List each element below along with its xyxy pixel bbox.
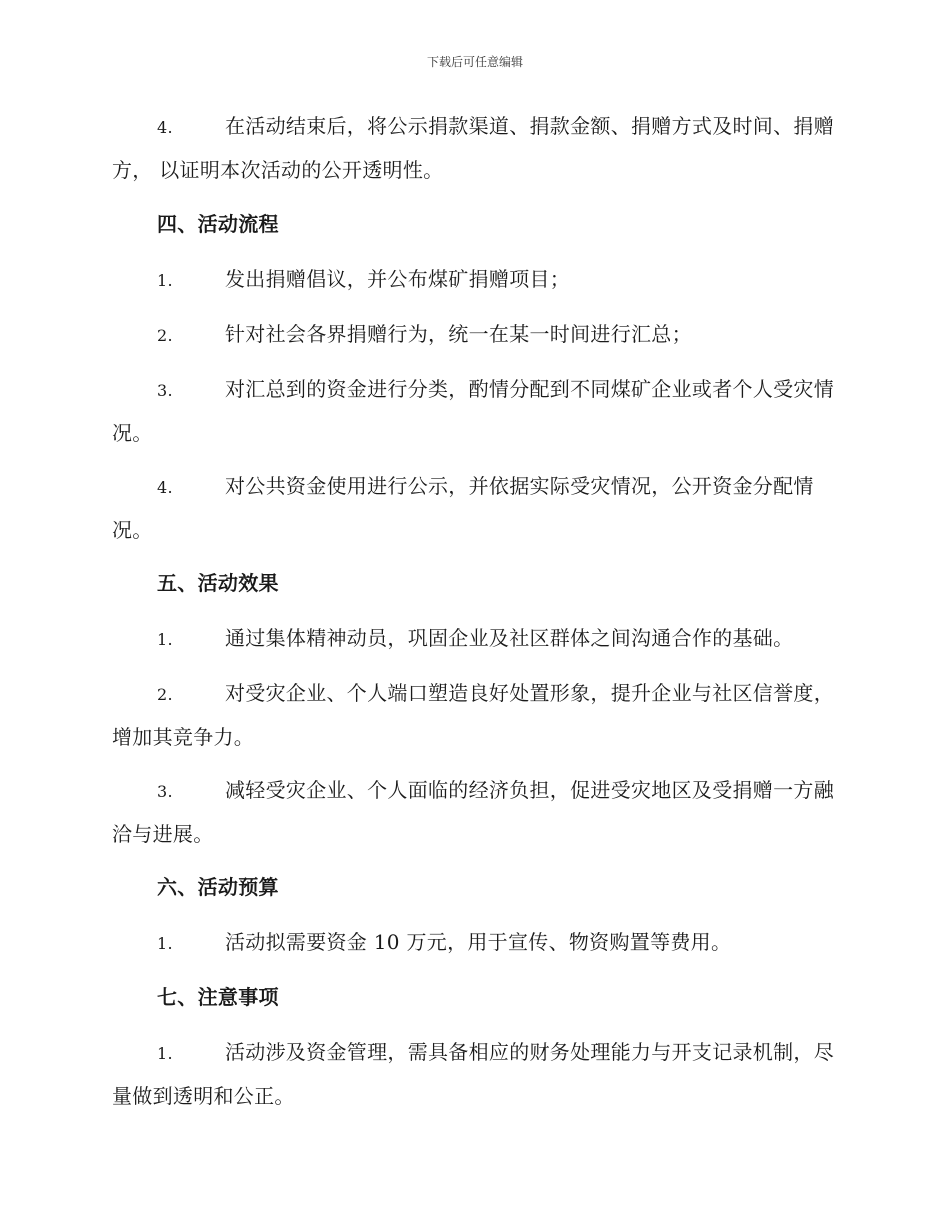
item-number: 3. [157,381,173,400]
list-item [112,921,834,965]
item-number: 2. [157,326,173,345]
section-heading: 六、活动预算 [157,875,279,899]
item-text: 发出捐赠倡议，并公布煤矿捐赠项目； [225,267,571,291]
list-item [112,313,834,357]
list-item [112,465,834,551]
item-text: 减轻受灾企业、个人面临的经济负担，促进受灾地区及受捐赠一方融洽与进展。 [112,778,834,846]
item-number: 1. [157,271,173,290]
item-text: 对受灾企业、个人端口塑造良好处置形象，提升企业与社区信誉度，增加其竞争力。 [112,681,834,749]
list-item [112,105,834,191]
list-item [112,672,834,758]
item-number: 3. [157,782,173,801]
item-number: 1. [157,1044,173,1063]
item-text: 对公共资金使用进行公示，并依据实际受灾情况，公开资金分配情况。 [112,474,814,542]
item-text: 针对社会各界捐赠行为，统一在某一时间进行汇总； [225,322,692,346]
item-number: 1. [157,630,173,649]
list-item [112,769,834,855]
list-item [112,617,834,661]
section-heading: 四、活动流程 [157,212,279,236]
item-text: 在活动结束后，将公示捐款渠道、捐款金额、捐赠方式及时间、捐赠方， 以证明本次活动的公开透明性。 [112,114,834,182]
section-heading: 五、活动效果 [157,571,279,595]
list-item [112,258,834,302]
item-text: 活动涉及资金管理，需具备相应的财务处理能力与开支记录机制，尽量做到透明和公正。 [112,1040,834,1108]
page-header-note: 下载后可任意编辑 [426,55,523,69]
item-text: 对汇总到的资金进行分类，酌情分配到不同煤矿企业或者个人受灾情况。 [112,377,834,445]
item-number: 4. [157,478,173,497]
item-number: 1. [157,934,173,953]
list-item [112,368,834,454]
item-number: 2. [157,685,173,704]
item-text: 活动拟需要资金 10 万元，用于宣传、物资购置等费用。 [225,930,732,954]
list-item [112,1031,834,1117]
section-heading: 七、注意事项 [157,985,279,1009]
item-number: 4. [157,118,173,137]
item-text: 通过集体精神动员，巩固企业及社区群体之间沟通合作的基础。 [225,626,794,650]
